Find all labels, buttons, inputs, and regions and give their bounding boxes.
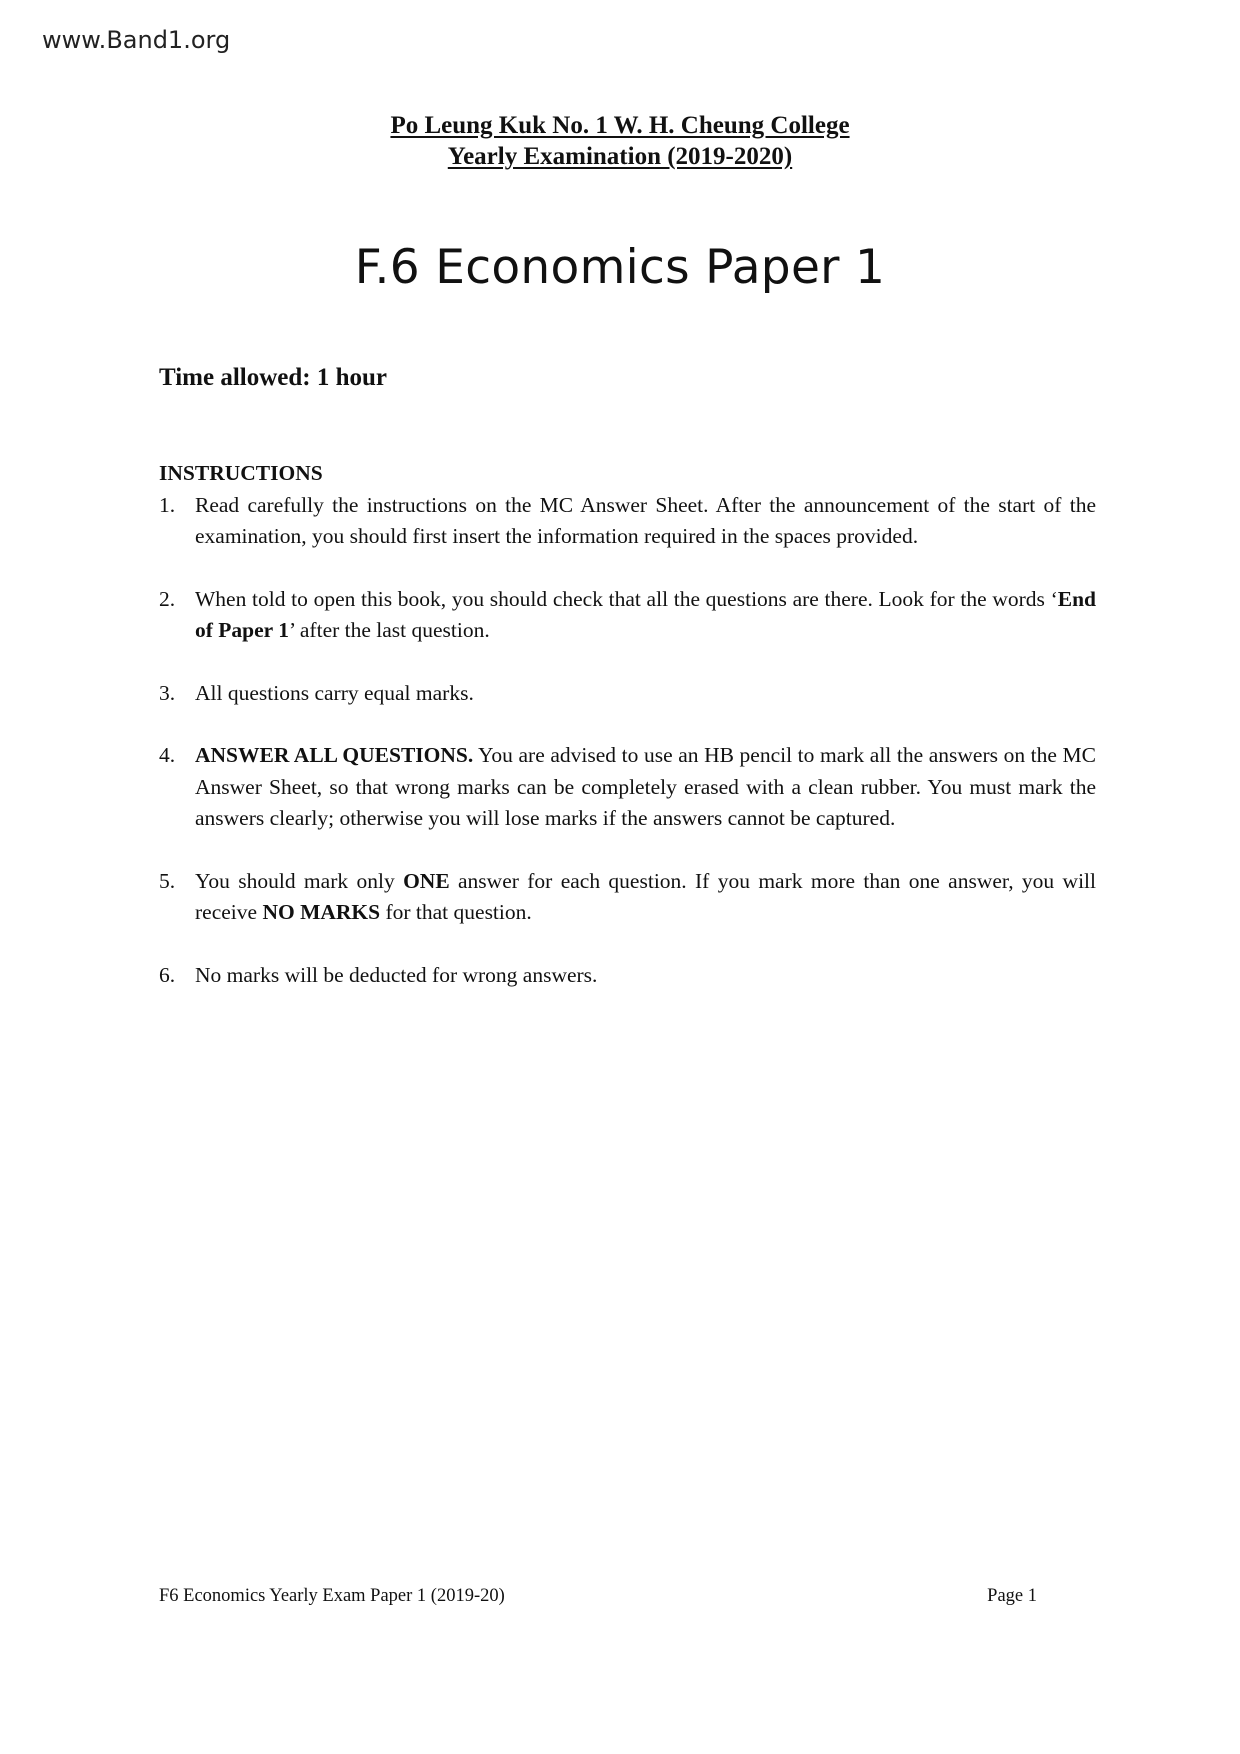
instruction-bold-phrase: NO MARKS xyxy=(262,900,381,924)
instruction-text xyxy=(195,584,1096,647)
instruction-text-part: ’ after the last question. xyxy=(288,618,490,642)
instruction-item xyxy=(159,866,1096,929)
watermark-url: www.Band1.org xyxy=(42,26,231,54)
instruction-item xyxy=(159,584,1096,647)
instruction-text xyxy=(195,866,1096,929)
instructions-heading: INSTRUCTIONS xyxy=(159,461,323,485)
instructions-section xyxy=(159,458,1096,1022)
instruction-text: Read carefully the instructions on the MC Answer Sheet. After the announcement of the start of the examination, you should first insert the information required in the spaces provided. xyxy=(195,492,1096,548)
instruction-bold-phrase: ONE xyxy=(403,868,450,893)
instruction-item xyxy=(159,740,1096,835)
instruction-item xyxy=(159,678,1096,710)
instruction-text-part: answer for each question. If you mark more than one answer, you will receive xyxy=(195,868,1096,924)
instruction-number: 2. xyxy=(159,586,176,611)
paper-title: F.6 Economics Paper 1 xyxy=(354,240,886,295)
exam-name: Yearly Examination (2019-2020) xyxy=(447,143,793,170)
instruction-number: 3. xyxy=(159,680,176,705)
instruction-text: All questions carry equal marks. xyxy=(195,680,474,705)
instruction-text-part: for that question. xyxy=(380,900,532,924)
instruction-item xyxy=(159,960,1096,992)
instruction-text-part: You should mark only xyxy=(195,868,404,893)
instruction-number: 1. xyxy=(159,492,176,517)
time-allowed: Time allowed: 1 hour xyxy=(159,364,388,391)
footer-paper-label: F6 Economics Yearly Exam Paper 1 (2019-20) xyxy=(159,1586,505,1606)
instruction-bold-phrase: End of Paper 1 xyxy=(195,586,1096,642)
instruction-text-part: You are advised to use an HB pencil to mark all the answers on the MC Answer Sheet, so that wrong marks can be completely erased with a clean rubber. You must mark the answers clearly; otherwise you will lose marks if the answers cannot be captured. xyxy=(195,743,1096,830)
instruction-number: 6. xyxy=(159,962,176,987)
instruction-text xyxy=(195,740,1096,835)
instruction-text: No marks will be deducted for wrong answers. xyxy=(195,962,598,987)
page-number: Page 1 xyxy=(987,1586,1037,1606)
exam-header xyxy=(0,110,1240,172)
instruction-item xyxy=(159,490,1096,553)
instruction-text-part: When told to open this book, you should check that all the questions are there. Look for the words ‘ xyxy=(195,586,1058,611)
instruction-number: 4. xyxy=(159,743,176,767)
school-name: Po Leung Kuk No. 1 W. H. Cheung College xyxy=(390,112,850,139)
instruction-bold-phrase: ANSWER ALL QUESTIONS. xyxy=(195,743,474,767)
instruction-number: 5. xyxy=(159,868,176,893)
